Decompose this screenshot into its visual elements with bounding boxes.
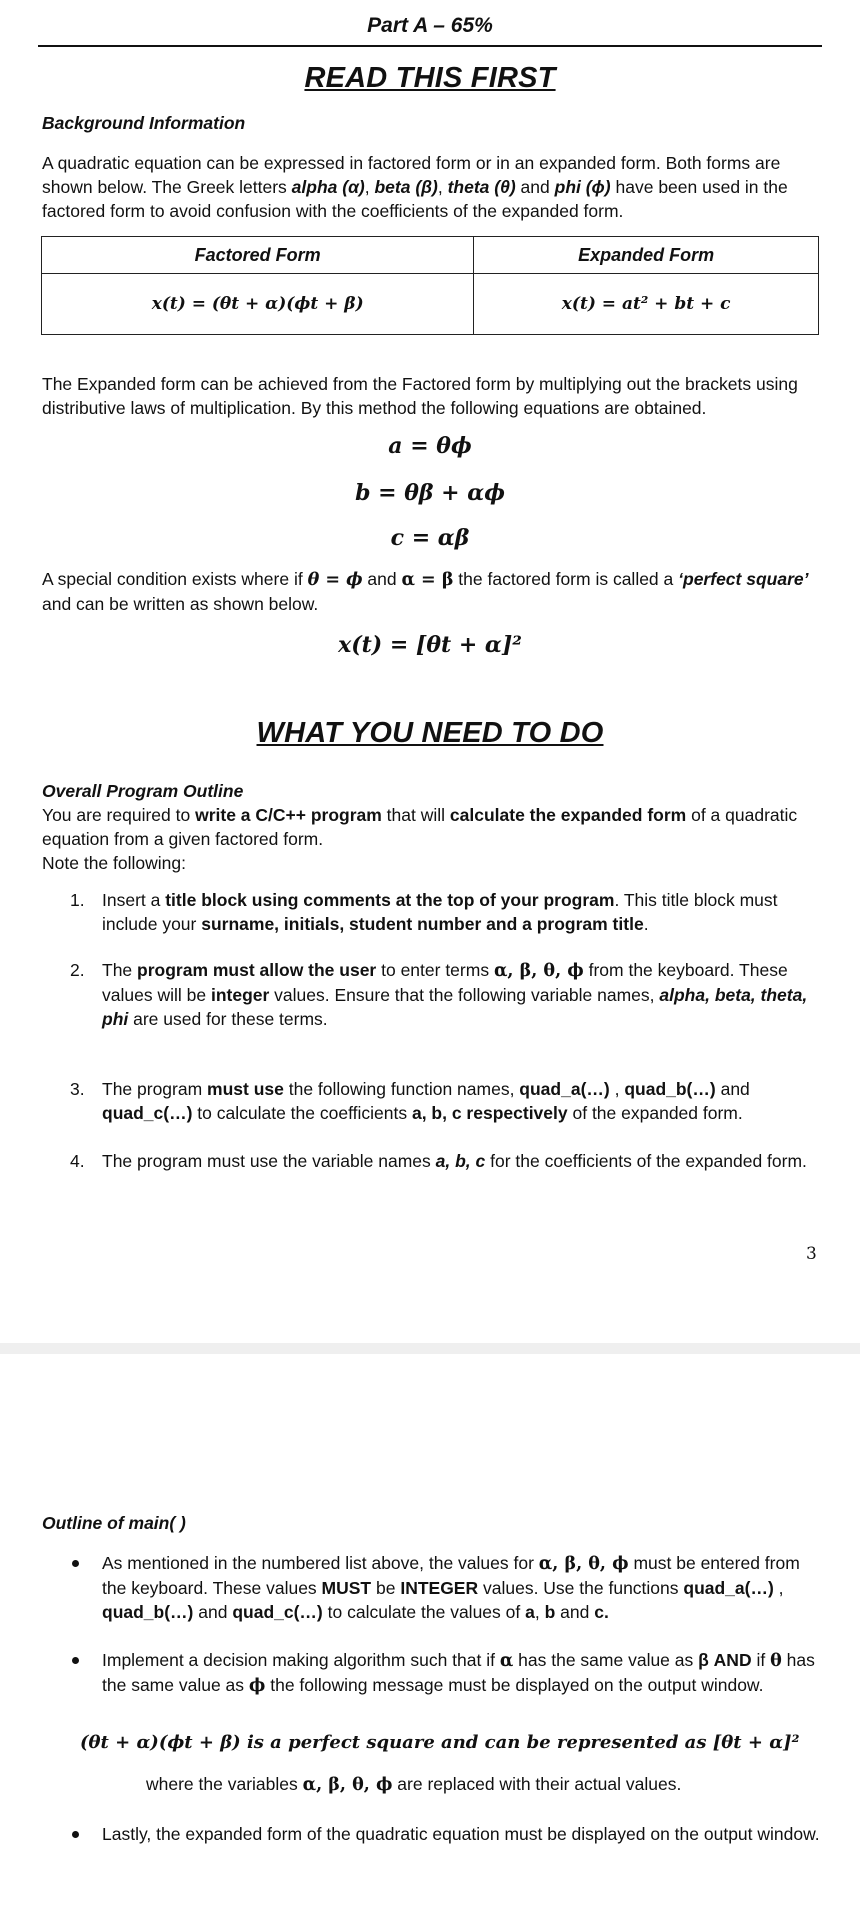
table-header-factored: Factored Form [42,237,474,274]
background-paragraph: A quadratic equation can be expressed in factored form or in an expanded form. Both forms are shown below. The Greek letters alpha (α), beta (β), theta (θ) and phi (ϕ) have been used in the factored form to avoid confusion with the coefficients of the expanded form. [42,153,788,221]
forms-table [41,236,819,335]
bullet-dot [72,1560,79,1567]
outline-note: Note the following: [42,853,186,873]
factored-form-cell: x(t) = (θt + α)(ϕt + β) [42,274,474,335]
distributive-paragraph: The Expanded form can be achieved from the Factored form by multiplying out the brackets using distributive laws of multiplication. By this method the following equations are obtained. [42,374,798,418]
expanded-form-cell: x(t) = at² + bt + c [474,274,819,335]
equation-c: c = αβ [390,525,470,551]
part-title: Part A – 65% [367,14,493,37]
special-condition-paragraph: A special condition exists where if θ = ϕ and α = β the factored form is called a ‘perfect square’ and can be written as shown below. [42,569,809,614]
message-equation: (θt + α)(ϕt + β) is a perfect square and can be represented as [θt + α]² [80,1732,800,1753]
bullet-dot [72,1831,79,1838]
equation-a: a = θϕ [388,433,472,459]
page-3: Part A – 65% READ THIS FIRST Background Information A quadratic equation can be expressed in factored form or in an expanded form. Both forms are shown below. The Greek letters alpha (α), beta (β), theta (θ) and phi (ϕ) have been used in the factored form to avoid confusion with the coefficients of the expanded form. Factored Form Expanded Form x(t) = (θt + α)(ϕt + β) x(t) = at² + bt + c The Expanded form can be achieved from the Factored form by multiplying out the brackets using distributive laws of multiplication. By this method the following equations are obtained. a = θϕ b = θβ + αϕ c = αβ A special condition exists where if θ = ϕ and α = β the factored form is called a ‘perfect square’ and can be written as shown below. x(t) = [θt + α]² WHAT YOU NEED TO DO Overall Program Outline You are required to write a C/C++ program that will calculate the expanded form of a quadratic equation from a given factored form. Note the following: 1. Insert a title block using comments at the top of your program. This title block must include your surname, initials, student number and a program title. 2. The program must allow the user to enter terms α, β, θ, ϕ from the keyboard. These values will be integer values. Ensure that the following variable names, alpha, beta, theta, phi are used for these terms. 3. The program must use the following function names, quad_a(…) , quad_b(…) and quad_c(…) to calculate the coefficients a, b, c respectively of the expanded form. 4. The program must use the variable names a, b, c for the coefficients of the expanded form. 3 [0,0,860,1343]
heading-what-you-need-to-do: WHAT YOU NEED TO DO [256,717,604,749]
page-4: Outline of main( ) As mentioned in the numbered list above, the values for α, β, θ, ϕ must be entered from the keyboard. These values MUST be INTEGER values. Use the functions quad_a(…) , quad_b(…) and quad_c(…) to calculate the values of a, b and c. Implement a decision making algorithm such that if α has the same value as β AND if θ has the same value as ϕ the following message must be displayed on the output window. (θt + α)(ϕt + β) is a perfect square and can be represented as [θt + α]² where the variables α, β, θ, ϕ are replaced with their actual values. Lastly, the expanded form of the quadratic equation must be displayed on the output window. [0,1354,860,1920]
bullet-dot [72,1657,79,1664]
equation-b: b = θβ + αϕ [355,480,505,506]
outline-intro: You are required to write a C/C++ program that will calculate the expanded form of a quadratic equation from a given factored form. Note the following: [42,803,822,875]
page-number: 3 [806,1244,817,1264]
page-gap [0,1343,860,1354]
table-header-expanded: Expanded Form [474,237,819,274]
background-title: Background Information [42,113,246,133]
outline-title: Overall Program Outline [42,781,244,801]
heading-read-this-first: READ THIS FIRST [304,62,556,94]
title-rule [38,45,822,47]
main-outline-title: Outline of main( ) [42,1513,186,1533]
message-note: where the variables α, β, θ, ϕ are replaced with their actual values. [146,1774,682,1795]
perfect-square-equation: x(t) = [θt + α]² [338,632,522,658]
